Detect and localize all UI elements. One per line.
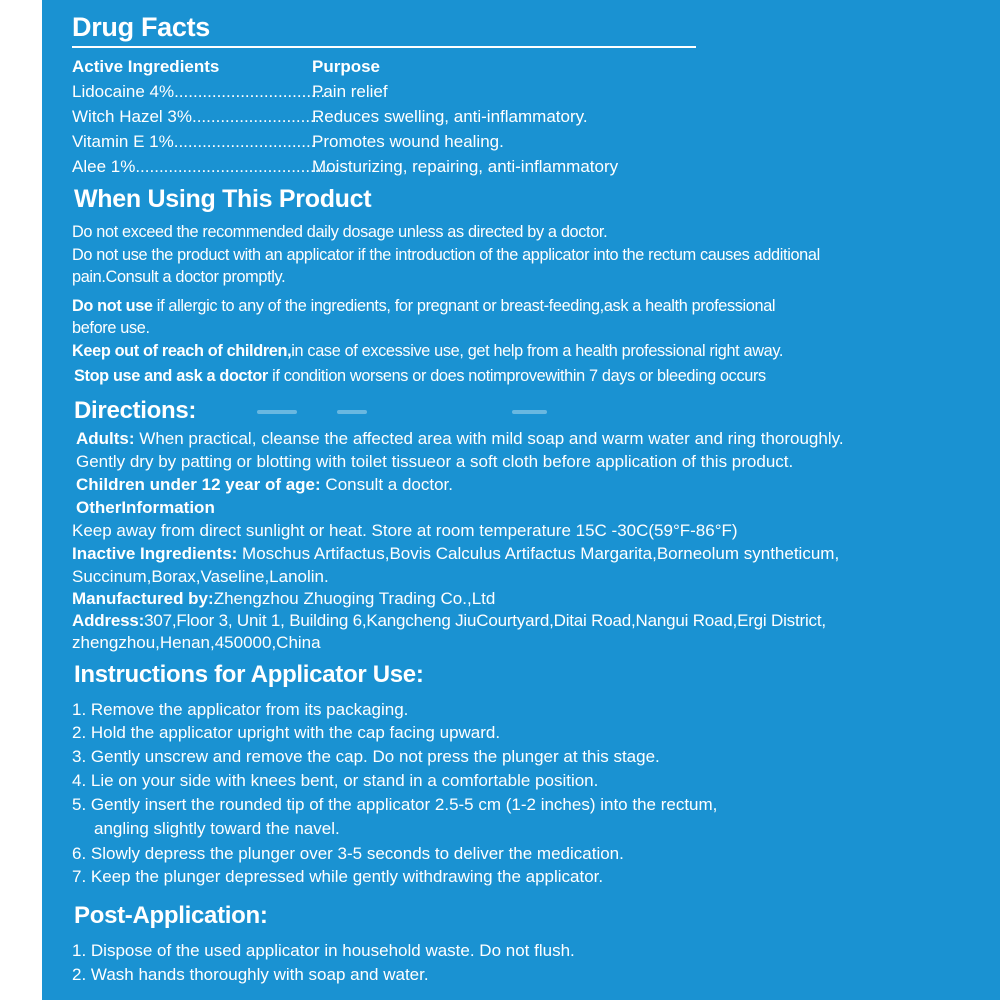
when-using-paragraph: Do not exceed the recommended daily dosage unless as directed by a doctor. xyxy=(72,223,608,241)
applicator-step: 6. Slowly depress the plunger over 3-5 seconds to deliver the medication. xyxy=(72,844,624,863)
purpose-header: Purpose xyxy=(312,57,381,76)
applicator-step: 4. Lie on your side with knees bent, or stand in a comfortable position. xyxy=(72,771,599,790)
address-text-cont: zhengzhou,Henan,450000,China xyxy=(72,633,321,652)
ingredient-purpose: Promotes wound healing. xyxy=(312,132,504,151)
print-artifact xyxy=(257,410,297,414)
inactive-ingredients-line xyxy=(72,544,839,564)
directions-title: Directions: xyxy=(74,397,197,424)
manufacturer-line xyxy=(72,589,495,609)
applicator-step: 7. Keep the plunger depressed while gently withdrawing the applicator. xyxy=(72,867,604,886)
adults-text: When practical, cleanse the affected area with mild soap and warm water and ring thoroughly. xyxy=(134,429,844,448)
active-ingredients-header: Active Ingredients xyxy=(72,57,220,76)
ingredient-name: Alee 1% xyxy=(72,157,136,176)
title-divider xyxy=(72,46,696,48)
when-using-paragraph: Do not use the product with an applicator if the introduction of the applicator into the rectum causes additional xyxy=(72,246,820,264)
ingredient-purpose: Moisturizing, repairing, anti-inflammatory xyxy=(312,157,619,176)
other-information-label: OtherInformation xyxy=(76,498,215,517)
children-text: Consult a doctor. xyxy=(320,475,453,494)
post-application-step: 2. Wash hands thoroughly with soap and water. xyxy=(72,965,429,984)
applicator-step: 5. Gently insert the rounded tip of the applicator 2.5-5 cm (1-2 inches) into the rectum, xyxy=(72,795,718,814)
applicator-step-cont: angling slightly toward the navel. xyxy=(94,819,340,838)
drug-facts-panel xyxy=(42,0,1000,1000)
do-not-use-line xyxy=(72,297,775,316)
do-not-use-label: Do not use xyxy=(72,297,153,315)
leader-dots: ........................................... xyxy=(135,157,339,176)
applicator-step: 2. Hold the applicator upright with the cap facing upward. xyxy=(72,723,501,742)
ingredient-row xyxy=(72,132,315,152)
print-artifact xyxy=(337,410,367,414)
when-using-title: When Using This Product xyxy=(74,185,372,213)
ingredient-name: Vitamin E 1% xyxy=(72,132,174,151)
address-line xyxy=(72,611,826,631)
applicator-step: 1. Remove the applicator from its packaging. xyxy=(72,700,409,719)
adults-line xyxy=(76,429,844,449)
ingredient-row xyxy=(72,157,338,177)
keep-out-label: Keep out of reach of children, xyxy=(72,342,292,360)
adults-text-cont: Gently dry by patting or blotting with toilet tissueor a soft cloth before application of this product. xyxy=(76,452,794,471)
ingredient-name: Witch Hazel 3% xyxy=(72,107,192,126)
ingredient-row xyxy=(72,82,325,102)
when-using-paragraph: pain.Consult a doctor promptly. xyxy=(72,268,286,286)
children-line xyxy=(76,475,453,495)
keep-out-text: in case of excessive use, get help from a health professional right away. xyxy=(291,342,784,360)
keep-out-line xyxy=(72,342,783,361)
post-application-title: Post-Application: xyxy=(74,902,268,929)
stop-use-label: Stop use and ask a doctor xyxy=(74,367,268,385)
drug-facts-title: Drug Facts xyxy=(72,12,211,42)
manufacturer-text: Zhengzhou Zhuoging Trading Co.,Ltd xyxy=(213,589,496,608)
leader-dots: ................................ xyxy=(174,82,326,101)
print-artifact xyxy=(512,410,547,414)
children-label: Children under 12 year of age: xyxy=(76,475,321,494)
address-text: 307,Floor 3, Unit 1, Building 6,Kangcheng JiuCourtyard,Ditai Road,Nangui Road,Ergi District, xyxy=(144,611,826,630)
do-not-use-text: if allergic to any of the ingredients, for pregnant or breast-feeding,ask a health professional xyxy=(152,297,776,315)
ingredient-name: Lidocaine 4% xyxy=(72,82,175,101)
ingredient-row xyxy=(72,107,320,127)
manufacturer-label: Manufactured by: xyxy=(72,589,214,608)
storage-text: Keep away from direct sunlight or heat. Store at room temperature 15C -30C(59°F-86°F) xyxy=(72,521,738,540)
stop-use-line xyxy=(74,367,766,386)
do-not-use-text-cont: before use. xyxy=(72,319,150,337)
ingredient-purpose: Reduces swelling, anti-inflammatory. xyxy=(312,107,588,126)
inactive-ingredients-cont: Succinum,Borax,Vaseline,Lanolin. xyxy=(72,567,329,586)
post-application-step: 1. Dispose of the used applicator in household waste. Do not flush. xyxy=(72,941,575,960)
adults-label: Adults: xyxy=(76,429,135,448)
leader-dots: ........................... xyxy=(191,107,320,126)
leader-dots: .............................. xyxy=(173,132,316,151)
applicator-title: Instructions for Applicator Use: xyxy=(74,661,424,688)
stop-use-text: if condition worsens or does notimprovewithin 7 days or bleeding occurs xyxy=(267,367,766,385)
inactive-ingredients-text: Moschus Artifactus,Bovis Calculus Artifactus Margarita,Borneolum syntheticum, xyxy=(237,544,840,563)
inactive-ingredients-label: Inactive Ingredients: xyxy=(72,544,238,563)
address-label: Address: xyxy=(72,611,145,630)
applicator-step: 3. Gently unscrew and remove the cap. Do not press the plunger at this stage. xyxy=(72,747,660,766)
ingredient-purpose: Pain relief xyxy=(312,82,388,101)
